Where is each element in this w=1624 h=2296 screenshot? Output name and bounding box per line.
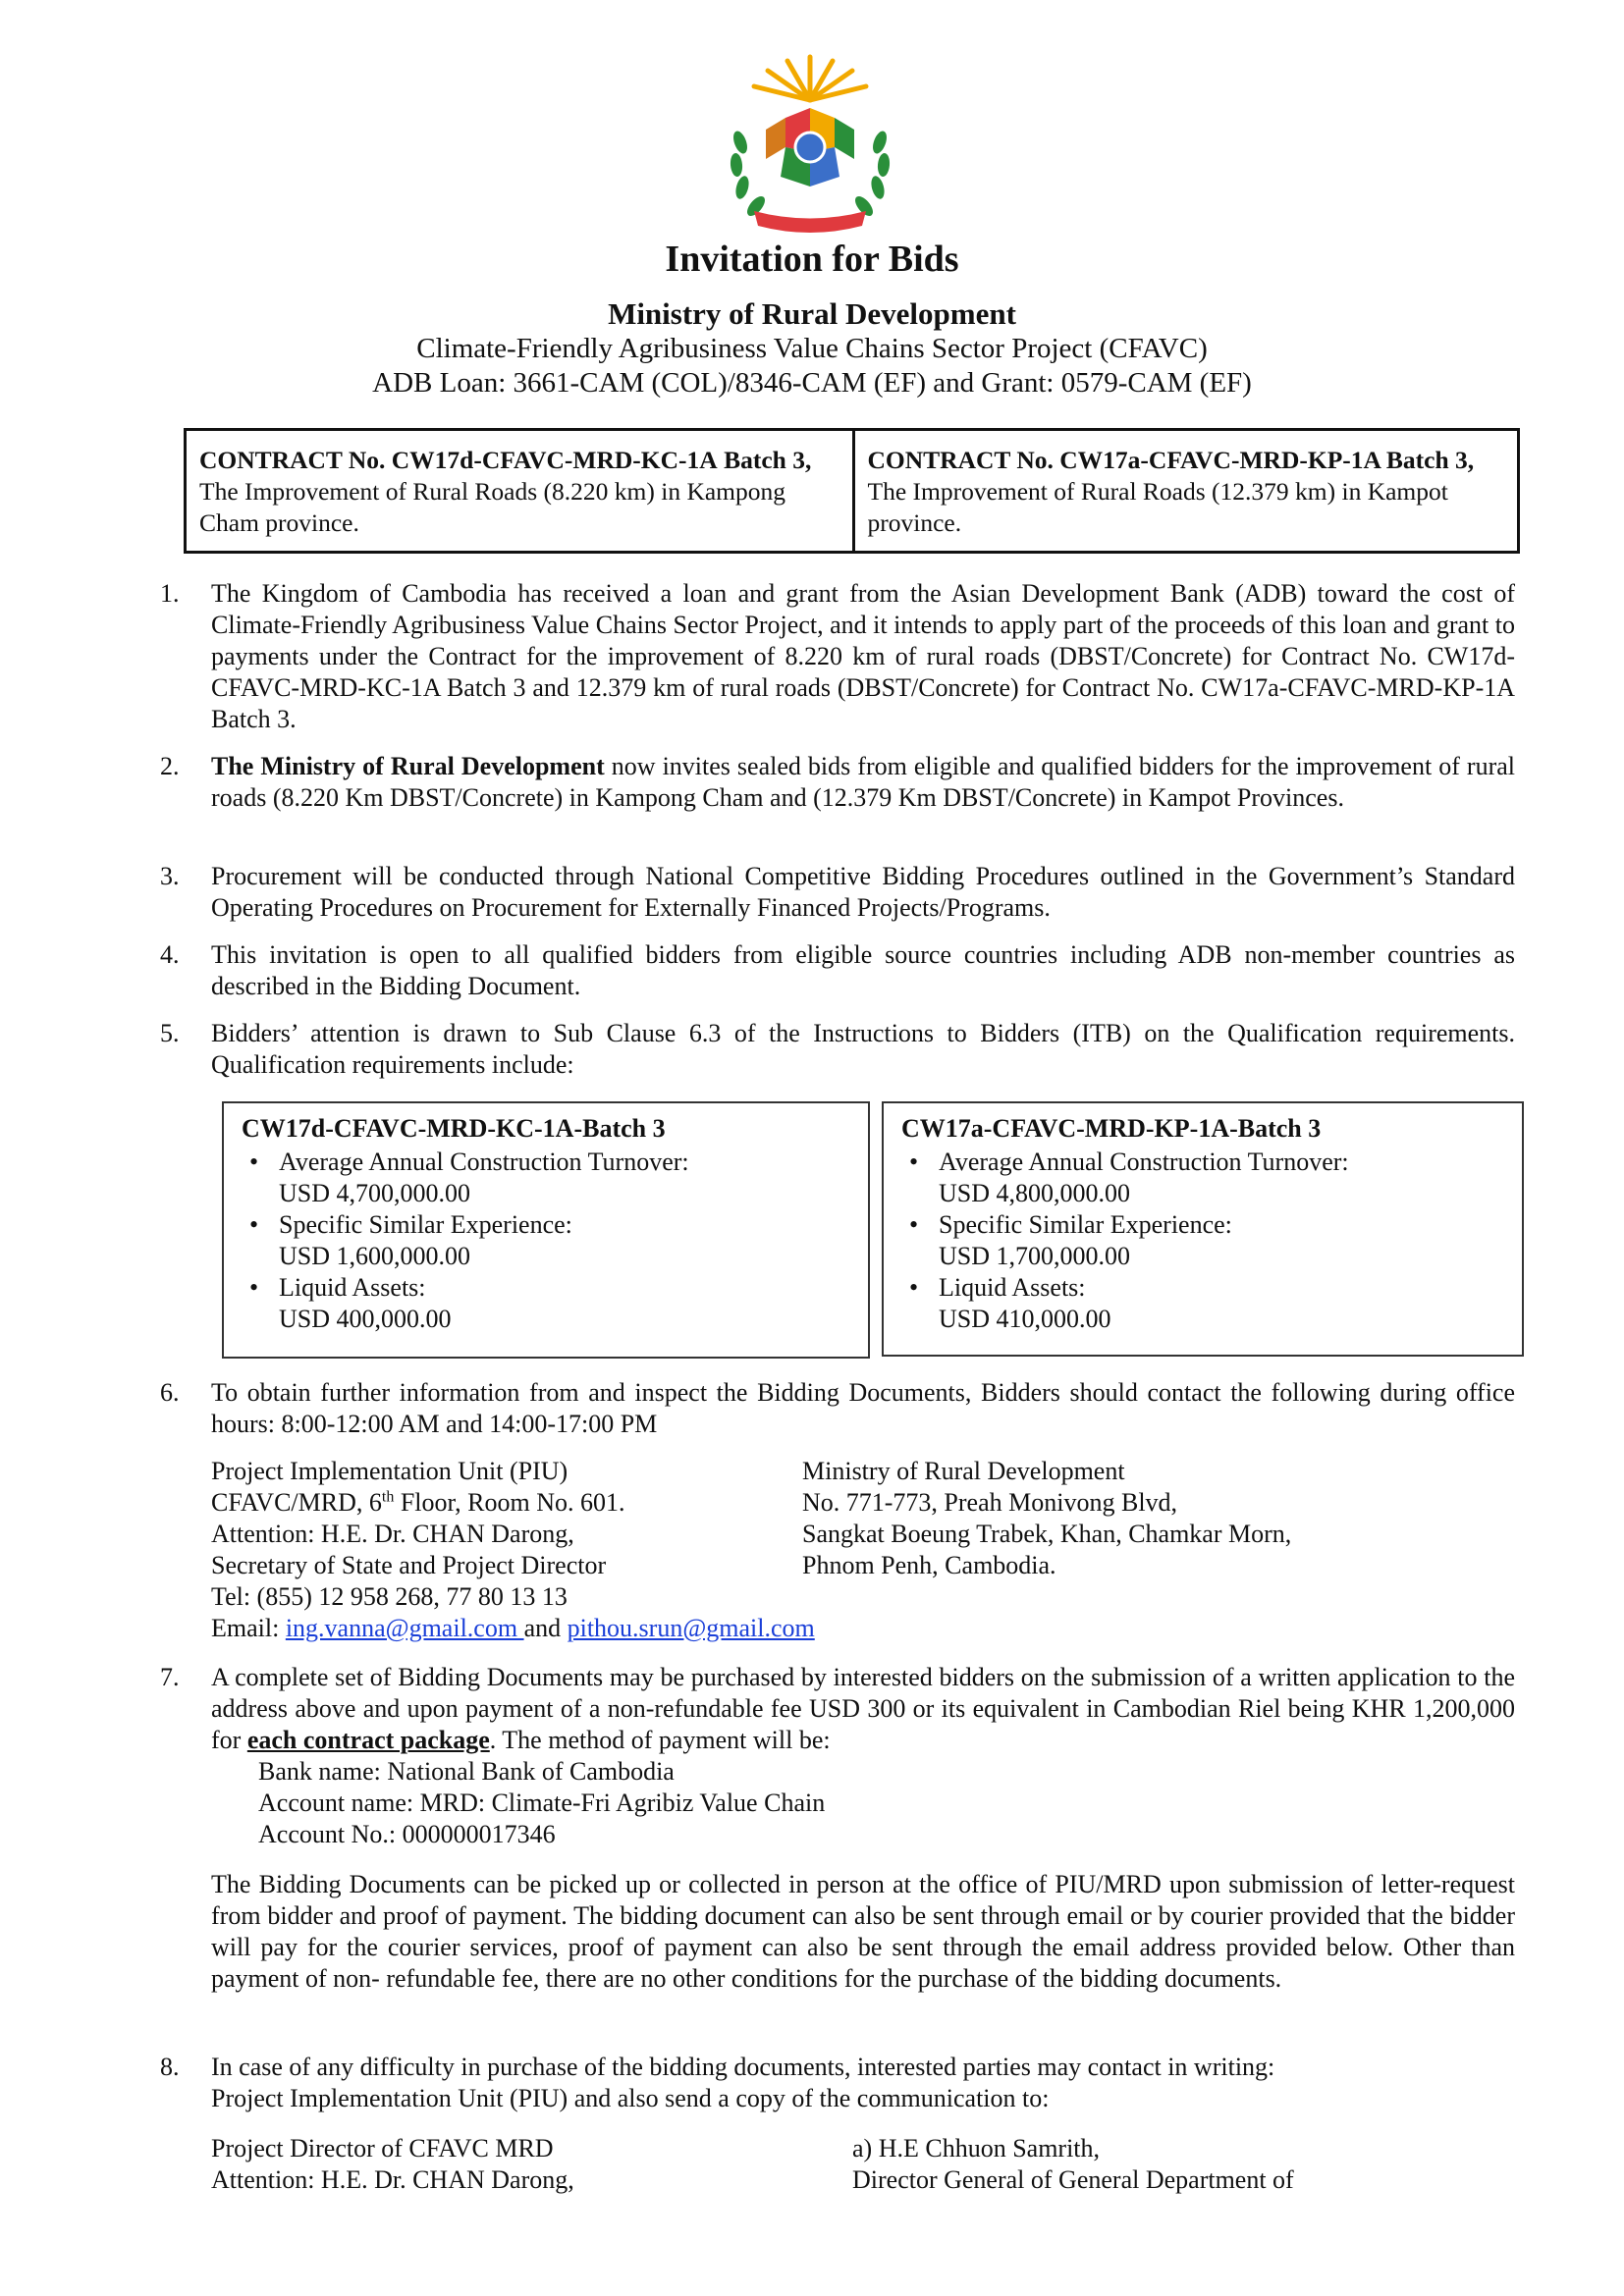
qualification-list [242, 1147, 850, 1335]
contract-batch: Batch 3, [724, 446, 812, 474]
contact-line [211, 1613, 815, 1644]
paragraph-text [211, 1662, 1515, 1756]
paragraph-7 [160, 1662, 1515, 1850]
contact-line: Attention: H.E. Dr. CHAN Darong, [211, 2165, 574, 2194]
qualification-value: USD 410,000.00 [939, 1305, 1111, 1333]
contract-batch: 3, [1455, 446, 1475, 474]
contract-cell-kp [852, 431, 1518, 551]
page-title: Invitation for Bids [665, 239, 959, 280]
contract-number: CONTRACT No. CW17a-CFAVC-MRD-KP-1A Batch [867, 446, 1449, 474]
contact-line: Ministry of Rural Development [802, 1457, 1125, 1485]
contact-line: No. 771-773, Preah Monivong Blvd, [802, 1488, 1178, 1517]
contract-description: The Improvement of Rural Roads (8.220 km) in Kampong Cham province. [199, 477, 786, 537]
list-item [279, 1147, 850, 1209]
paragraph-text: Procurement will be conducted through National Competitive Bidding Procedures outlined in the Government’s Standard Operating Procedures on Procurement for Externally Financed Projects/Programs. [211, 862, 1515, 922]
list-item [279, 1209, 850, 1272]
bank-name: Bank name: National Bank of Cambodia [258, 1757, 675, 1786]
qualification-value: USD 400,000.00 [279, 1305, 452, 1333]
bank-details [211, 1756, 1515, 1850]
qualification-value: USD 4,800,000.00 [939, 1179, 1131, 1207]
each-contract-package: each contract package [246, 1726, 490, 1754]
header-block [0, 236, 1624, 400]
account-number: Account No.: 000000017346 [258, 1820, 556, 1848]
paragraph-6 [160, 1377, 1515, 1440]
qualification-label: • Liquid Assets: [279, 1273, 426, 1302]
paragraph-text [211, 751, 1515, 814]
paragraph-number: 4. [160, 940, 180, 969]
paragraph-1 [160, 578, 1515, 735]
paragraph-text-a: A complete set of Bidding Documents may be purchased by interested bidders on the submission of a written application to the address above and upon payment of a non-refundable fee USD 300 or its equivalent in Cambodian Riel being KHR 1,200,000 for [211, 1663, 1515, 1754]
paragraph-text: The Kingdom of Cambodia has received a loan and grant from the Asian Development Bank (ADB) toward the cost of Climate-Friendly Agribusiness Value Chains Sector Project, and it intends to apply part of the proceeds of this loan and grant to payments under the Contract for the improvement of 8.220 km of rural roads (DBST/Concrete) for Contract No. CW17d-CFAVC-MRD-KC-1A Batch 3 and 12.379 km of rural roads (DBST/Concrete) for Contract No. CW17a-CFAVC-MRD-KP-1A Batch 3. [211, 579, 1515, 733]
contact-line: Phnom Penh, Cambodia. [802, 1551, 1056, 1579]
contact-line [211, 1487, 815, 1519]
qualification-title: CW17d-CFAVC-MRD-KC-1A-Batch 3 [242, 1114, 666, 1143]
qualification-label: • Specific Similar Experience: [279, 1210, 572, 1239]
contact-left [211, 1456, 815, 1644]
contact-line: Sangkat Boeung Trabek, Khan, Chamkar Morn, [802, 1520, 1292, 1548]
contact-right [802, 1456, 1291, 1581]
ministry-logo-icon [727, 49, 893, 240]
paragraph-2 [160, 751, 1515, 814]
footer-contact-right [852, 2133, 1294, 2196]
contact-text: CFAVC/MRD, 6 [211, 1488, 382, 1517]
paragraph-8 [160, 2052, 1515, 2114]
contact-line: a) H.E Chhuon Samrith, [852, 2134, 1101, 2163]
loan-reference: ADB Loan: 3661-CAM (COL)/8346-CAM (EF) and Grant: 0579-CAM (EF) [372, 367, 1252, 399]
paragraph-4 [160, 939, 1515, 1002]
qualification-label: • Average Annual Construction Turnover: [279, 1148, 689, 1176]
qualification-list [901, 1147, 1504, 1335]
paragraph-5 [160, 1018, 1515, 1081]
paragraph-text: Bidders’ attention is drawn to Sub Clause 6.3 of the Instructions to Bidders (ITB) on the Qualification requirements. Qualification requirements include: [211, 1019, 1515, 1079]
contract-description: The Improvement of Rural Roads (12.379 km) in Kampot province. [867, 477, 1448, 537]
qualification-value: USD 1,700,000.00 [939, 1242, 1131, 1270]
paragraph-text: To obtain further information from and inspect the Bidding Documents, Bidders should contact the following during office hours: 8:00-12:00 AM and 14:00-17:00 PM [211, 1378, 1515, 1438]
paragraph-rest: now invites sealed bids from eligible and qualified bidders for the improvement of rural roads (8.220 Km DBST/Concrete) in Kampong Cham and (12.379 Km DBST/Concrete) in Kampot Provinces. [211, 752, 1515, 812]
list-item [939, 1209, 1504, 1272]
contact-line: Project Director of CFAVC MRD [211, 2134, 554, 2163]
paragraph-line: Project Implementation Unit (PIU) and also send a copy of the communication to: [211, 2084, 1050, 2112]
contact-line: Attention: H.E. Dr. CHAN Darong, [211, 1520, 574, 1548]
ministry-bold: The Ministry of Rural Development [211, 752, 605, 780]
qualification-label: • Liquid Assets: [939, 1273, 1086, 1302]
contract-table [184, 428, 1520, 554]
paragraph-line: In case of any difficulty in purchase of the bidding documents, interested parties may contact in writing: [211, 2053, 1275, 2081]
qualification-label: • Specific Similar Experience: [939, 1210, 1232, 1239]
qualification-value: USD 4,700,000.00 [279, 1179, 471, 1207]
paragraph-text [211, 2052, 1515, 2114]
paragraph-number: 2. [160, 752, 180, 780]
account-name: Account name: MRD: Climate-Fri Agribiz Value Chain [258, 1789, 826, 1817]
email-and: and [523, 1614, 568, 1642]
qualification-title: CW17a-CFAVC-MRD-KP-1A-Batch 3 [901, 1114, 1322, 1143]
paragraph-number: 1. [160, 579, 180, 608]
contact-line: Project Implementation Unit (PIU) [211, 1457, 568, 1485]
paragraph-7b [160, 1869, 1515, 1995]
footer-contact-left [211, 2133, 574, 2196]
contact-line: Director General of General Department of [852, 2165, 1294, 2194]
qualification-value: USD 1,600,000.00 [279, 1242, 471, 1270]
paragraph-number: 5. [160, 1019, 180, 1047]
contact-text: Floor, Room No. 601. [394, 1488, 625, 1517]
email-link[interactable]: ing.vanna@gmail.com [285, 1614, 524, 1642]
paragraph-text-b: . The method of payment will be: [489, 1726, 831, 1754]
list-item [939, 1272, 1504, 1335]
paragraph-number: 8. [160, 2053, 180, 2081]
paragraph-text: The Bidding Documents can be picked up or collected in person at the office of PIU/MRD upon submission of letter-request from bidder and proof of payment. The bidding document can also be sent through email or by courier provided that the bidder will pay for the courier services, proof of payment can also be sent through the email address provided below. Other than payment of non- refundable fee, there are no other conditions for the purchase of the bidding documents. [211, 1870, 1515, 1993]
paragraph-number: 7. [160, 1663, 180, 1691]
paragraph-number: 6. [160, 1378, 180, 1407]
list-item [939, 1147, 1504, 1209]
contact-line: Tel: (855) 12 958 268, 77 80 13 13 [211, 1582, 568, 1611]
email-link[interactable]: pithou.srun@gmail.com [567, 1614, 815, 1642]
paragraph-3 [160, 861, 1515, 924]
list-item [279, 1272, 850, 1335]
email-label: Email: [211, 1614, 286, 1642]
superscript: th [381, 1488, 395, 1506]
qualification-box-kp [882, 1101, 1524, 1357]
project-name: Climate-Friendly Agribusiness Value Chains Sector Project (CFAVC) [416, 333, 1208, 364]
paragraph-text: This invitation is open to all qualified bidders from eligible source countries including ADB non-member countries as described in the Bidding Document. [211, 940, 1515, 1000]
qualification-label: • Average Annual Construction Turnover: [939, 1148, 1349, 1176]
contract-number: CONTRACT No. CW17d-CFAVC-MRD-KC-1A [199, 446, 718, 474]
ministry-name: Ministry of Rural Development [608, 296, 1016, 331]
contact-line: Secretary of State and Project Director [211, 1551, 607, 1579]
contract-cell-kc [187, 431, 852, 551]
qualification-box-kc [222, 1101, 870, 1359]
paragraph-number: 3. [160, 862, 180, 890]
